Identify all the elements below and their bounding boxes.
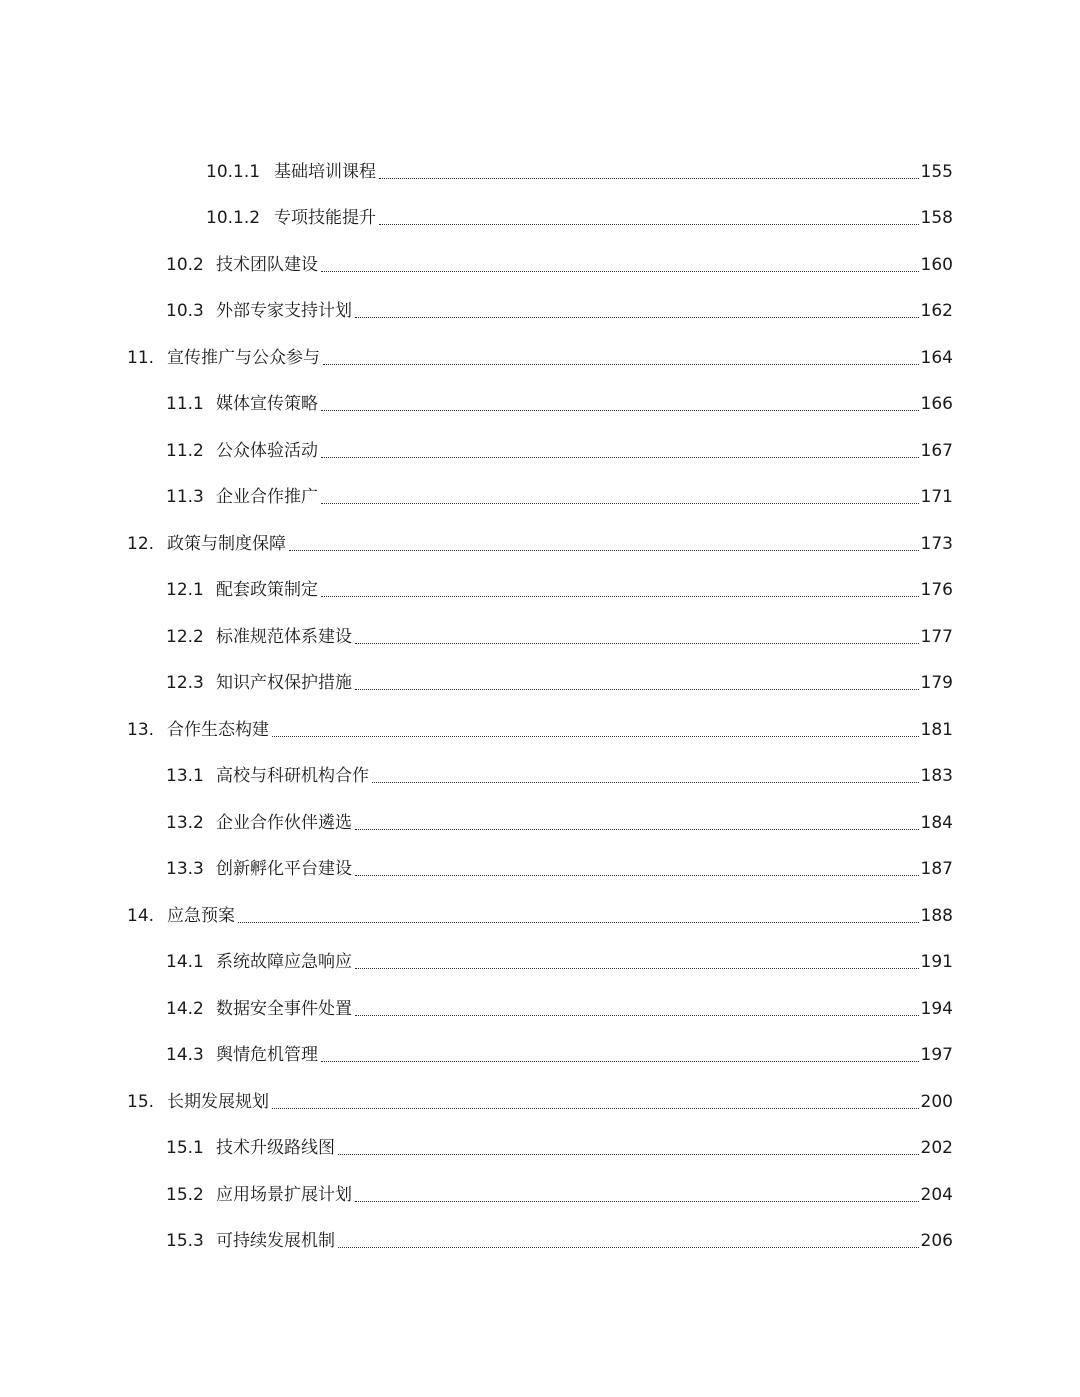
- dot-leader: [321, 503, 919, 504]
- toc-entry-page-number: 183: [920, 766, 953, 787]
- toc-entry-title: 媒体宣传策略: [216, 394, 318, 415]
- toc-entry-number: 11.: [127, 347, 155, 368]
- toc-entry-title: 基础培训课程: [274, 161, 376, 182]
- toc-entry-title: 公众体验活动: [216, 440, 318, 461]
- toc-entry-page-number: 173: [920, 533, 953, 554]
- toc-entry-number: 12.1: [166, 580, 204, 601]
- toc-entry-number: 12.2: [166, 626, 204, 647]
- toc-entry[interactable]: [0, 800, 1080, 847]
- toc-entry[interactable]: [0, 1219, 1080, 1266]
- table-of-contents: [0, 149, 1080, 1265]
- toc-entry-number: 12.: [127, 533, 155, 554]
- toc-entry-title: 创新孵化平台建设: [216, 859, 352, 880]
- toc-entry-number: 11.3: [166, 487, 204, 508]
- toc-entry-title: 外部专家支持计划: [216, 301, 352, 322]
- toc-entry-number: 15.3: [166, 1231, 204, 1252]
- toc-entry-title: 技术团队建设: [216, 254, 318, 275]
- toc-entry-title: 政策与制度保障: [167, 533, 286, 554]
- dot-leader: [355, 643, 919, 644]
- dot-leader: [355, 968, 919, 969]
- toc-entry-page-number: 191: [920, 952, 953, 973]
- toc-entry-page-number: 188: [920, 905, 953, 926]
- toc-entry[interactable]: [0, 614, 1080, 661]
- toc-entry[interactable]: [0, 661, 1080, 708]
- dot-leader: [321, 1061, 919, 1062]
- dot-leader: [289, 550, 919, 551]
- toc-entry-title: 合作生态构建: [167, 719, 269, 740]
- toc-entry[interactable]: [0, 940, 1080, 987]
- toc-entry[interactable]: [0, 521, 1080, 568]
- dot-leader: [321, 410, 919, 411]
- dot-leader: [355, 875, 919, 876]
- toc-entry[interactable]: [0, 707, 1080, 754]
- toc-entry-page-number: 171: [920, 487, 953, 508]
- toc-entry-number: 10.3: [166, 301, 204, 322]
- dot-leader: [355, 829, 919, 830]
- toc-entry[interactable]: [0, 335, 1080, 382]
- dot-leader: [272, 736, 919, 737]
- toc-entry-page-number: 160: [920, 254, 953, 275]
- dot-leader: [355, 689, 919, 690]
- toc-entry[interactable]: [0, 1079, 1080, 1126]
- dot-leader: [338, 1247, 919, 1248]
- toc-entry-number: 14.2: [166, 998, 204, 1019]
- toc-entry-title: 应用场景扩展计划: [216, 1184, 352, 1205]
- dot-leader: [321, 457, 919, 458]
- toc-entry[interactable]: [0, 382, 1080, 429]
- dot-leader: [272, 1108, 919, 1109]
- dot-leader: [355, 1201, 919, 1202]
- toc-entry-page-number: 194: [920, 998, 953, 1019]
- toc-entry-title: 长期发展规划: [167, 1091, 269, 1112]
- toc-entry-title: 技术升级路线图: [216, 1138, 335, 1159]
- toc-entry-page-number: 184: [920, 812, 953, 833]
- toc-entry-page-number: 187: [920, 859, 953, 880]
- toc-entry[interactable]: [0, 428, 1080, 475]
- toc-entry-page-number: 166: [920, 394, 953, 415]
- dot-leader: [321, 596, 919, 597]
- toc-entry-title: 标准规范体系建设: [216, 626, 352, 647]
- dot-leader: [372, 782, 919, 783]
- dot-leader: [355, 317, 919, 318]
- toc-entry[interactable]: [0, 754, 1080, 801]
- dot-leader: [238, 922, 919, 923]
- toc-entry-title: 配套政策制定: [216, 580, 318, 601]
- toc-entry-page-number: 179: [920, 673, 953, 694]
- toc-entry-page-number: 177: [920, 626, 953, 647]
- toc-entry[interactable]: [0, 847, 1080, 894]
- toc-entry-number: 15.1: [166, 1138, 204, 1159]
- toc-entry-page-number: 162: [920, 301, 953, 322]
- toc-entry[interactable]: [0, 1172, 1080, 1219]
- toc-entry[interactable]: [0, 1126, 1080, 1173]
- toc-entry-page-number: 204: [920, 1184, 953, 1205]
- toc-entry-number: 13.1: [166, 766, 204, 787]
- toc-entry-title: 系统故障应急响应: [216, 952, 352, 973]
- toc-entry-number: 13.2: [166, 812, 204, 833]
- toc-entry-title: 可持续发展机制: [216, 1231, 335, 1252]
- toc-entry-page-number: 197: [920, 1045, 953, 1066]
- dot-leader: [323, 364, 919, 365]
- toc-entry-title: 宣传推广与公众参与: [167, 347, 320, 368]
- toc-entry-title: 知识产权保护措施: [216, 673, 352, 694]
- toc-entry[interactable]: [0, 242, 1080, 289]
- toc-entry-page-number: 155: [920, 161, 953, 182]
- toc-entry[interactable]: [0, 475, 1080, 522]
- toc-entry-number: 11.1: [166, 394, 204, 415]
- toc-entry-number: 10.1.2: [206, 208, 261, 229]
- dot-leader: [355, 1015, 919, 1016]
- toc-entry-page-number: 206: [920, 1231, 953, 1252]
- toc-entry-number: 15.2: [166, 1184, 204, 1205]
- toc-entry[interactable]: [0, 568, 1080, 615]
- toc-entry-number: 11.2: [166, 440, 204, 461]
- dot-leader: [338, 1154, 919, 1155]
- toc-entry-page-number: 181: [920, 719, 953, 740]
- dot-leader: [379, 178, 919, 179]
- toc-entry-number: 13.3: [166, 859, 204, 880]
- toc-entry[interactable]: [0, 1033, 1080, 1080]
- toc-entry-number: 14.3: [166, 1045, 204, 1066]
- toc-entry-title: 专项技能提升: [274, 208, 376, 229]
- toc-entry-page-number: 158: [920, 208, 953, 229]
- toc-entry-number: 15.: [127, 1091, 155, 1112]
- toc-entry-title: 企业合作伙伴遴选: [216, 812, 352, 833]
- toc-entry-number: 10.1.1: [206, 161, 261, 182]
- toc-entry-title: 应急预案: [167, 905, 235, 926]
- toc-entry-number: 12.3: [166, 673, 204, 694]
- toc-entry[interactable]: [0, 149, 1080, 196]
- toc-entry-title: 数据安全事件处置: [216, 998, 352, 1019]
- toc-entry-page-number: 164: [920, 347, 953, 368]
- toc-entry-title: 企业合作推广: [216, 487, 318, 508]
- toc-entry[interactable]: [0, 986, 1080, 1033]
- toc-entry-number: 10.2: [166, 254, 204, 275]
- toc-entry-page-number: 200: [920, 1091, 953, 1112]
- toc-entry-title: 舆情危机管理: [216, 1045, 318, 1066]
- dot-leader: [379, 224, 919, 225]
- toc-entry[interactable]: [0, 289, 1080, 336]
- toc-entry-number: 14.1: [166, 952, 204, 973]
- toc-entry[interactable]: [0, 893, 1080, 940]
- toc-entry-number: 14.: [127, 905, 155, 926]
- toc-entry[interactable]: [0, 196, 1080, 243]
- toc-entry-page-number: 167: [920, 440, 953, 461]
- toc-entry-page-number: 202: [920, 1138, 953, 1159]
- toc-entry-page-number: 176: [920, 580, 953, 601]
- dot-leader: [321, 271, 919, 272]
- toc-entry-title: 高校与科研机构合作: [216, 766, 369, 787]
- toc-entry-number: 13.: [127, 719, 155, 740]
